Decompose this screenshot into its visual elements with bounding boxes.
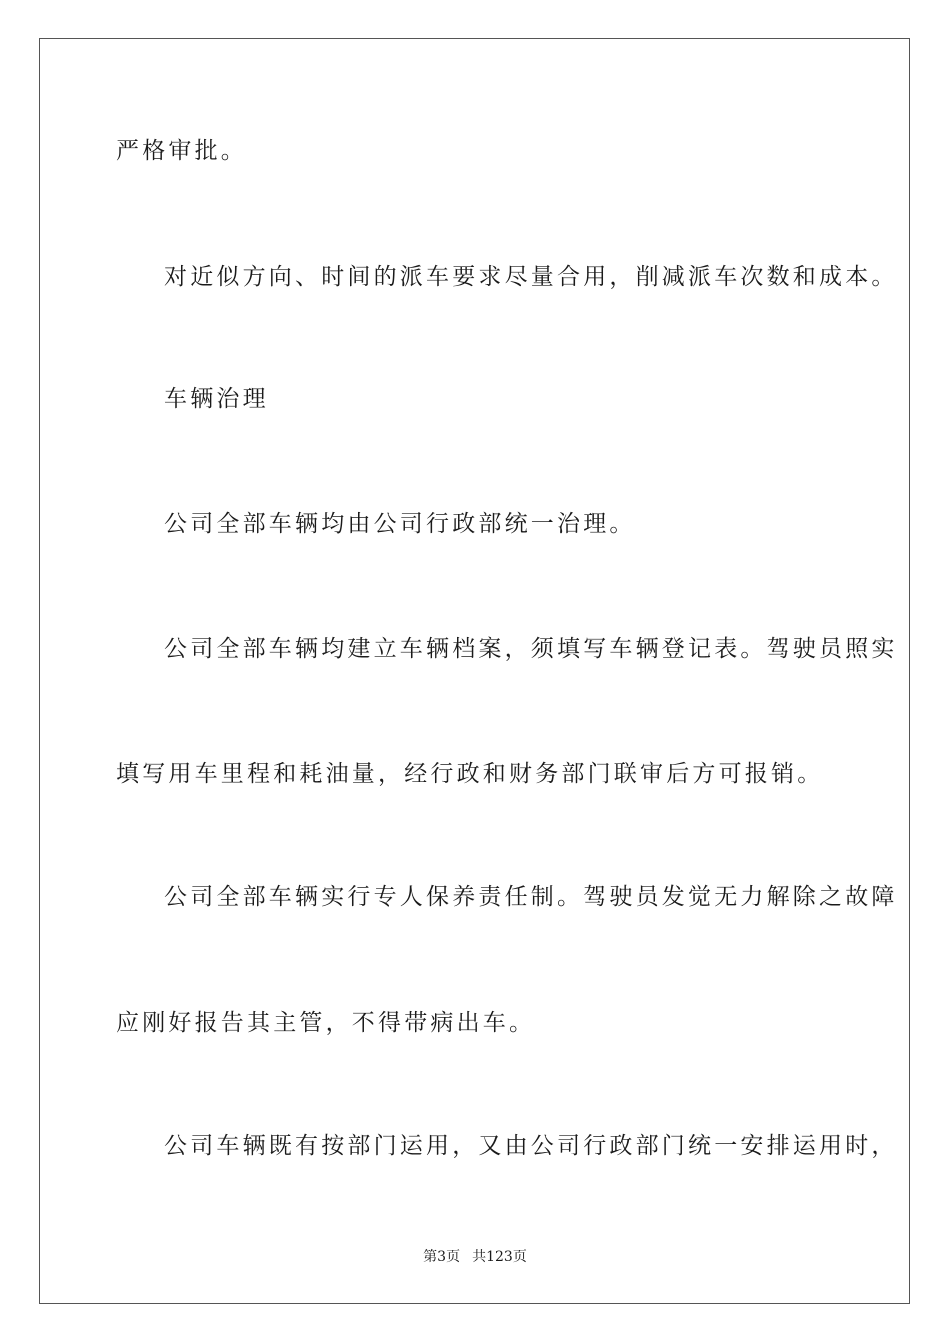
- text-line-5: 公司全部车辆均建立车辆档案，须填写车辆登记表。驾驶员照实: [164, 636, 898, 662]
- text-line-6: 填写用车里程和耗油量，经行政和财务部门联审后方可报销。: [116, 761, 824, 787]
- text-line-9: 公司车辆既有按部门运用，又由公司行政部门统一安排运用时，: [164, 1133, 898, 1159]
- page-total: 共123页: [472, 1249, 527, 1265]
- page-footer: [0, 1248, 950, 1266]
- text-line-1: 严格审批。: [116, 138, 247, 164]
- page-border: [39, 38, 910, 1304]
- text-line-4: 公司全部车辆均由公司行政部统一治理。: [164, 511, 636, 537]
- text-line-2: 对近似方向、时间的派车要求尽量合用，削减派车次数和成本。: [164, 264, 898, 290]
- section-heading: 车辆治理: [164, 386, 269, 412]
- text-line-7: 公司全部车辆实行专人保养责任制。驾驶员发觉无力解除之故障: [164, 884, 898, 910]
- page-number: 第3页: [423, 1249, 461, 1265]
- text-line-8: 应刚好报告其主管，不得带病出车。: [116, 1010, 536, 1036]
